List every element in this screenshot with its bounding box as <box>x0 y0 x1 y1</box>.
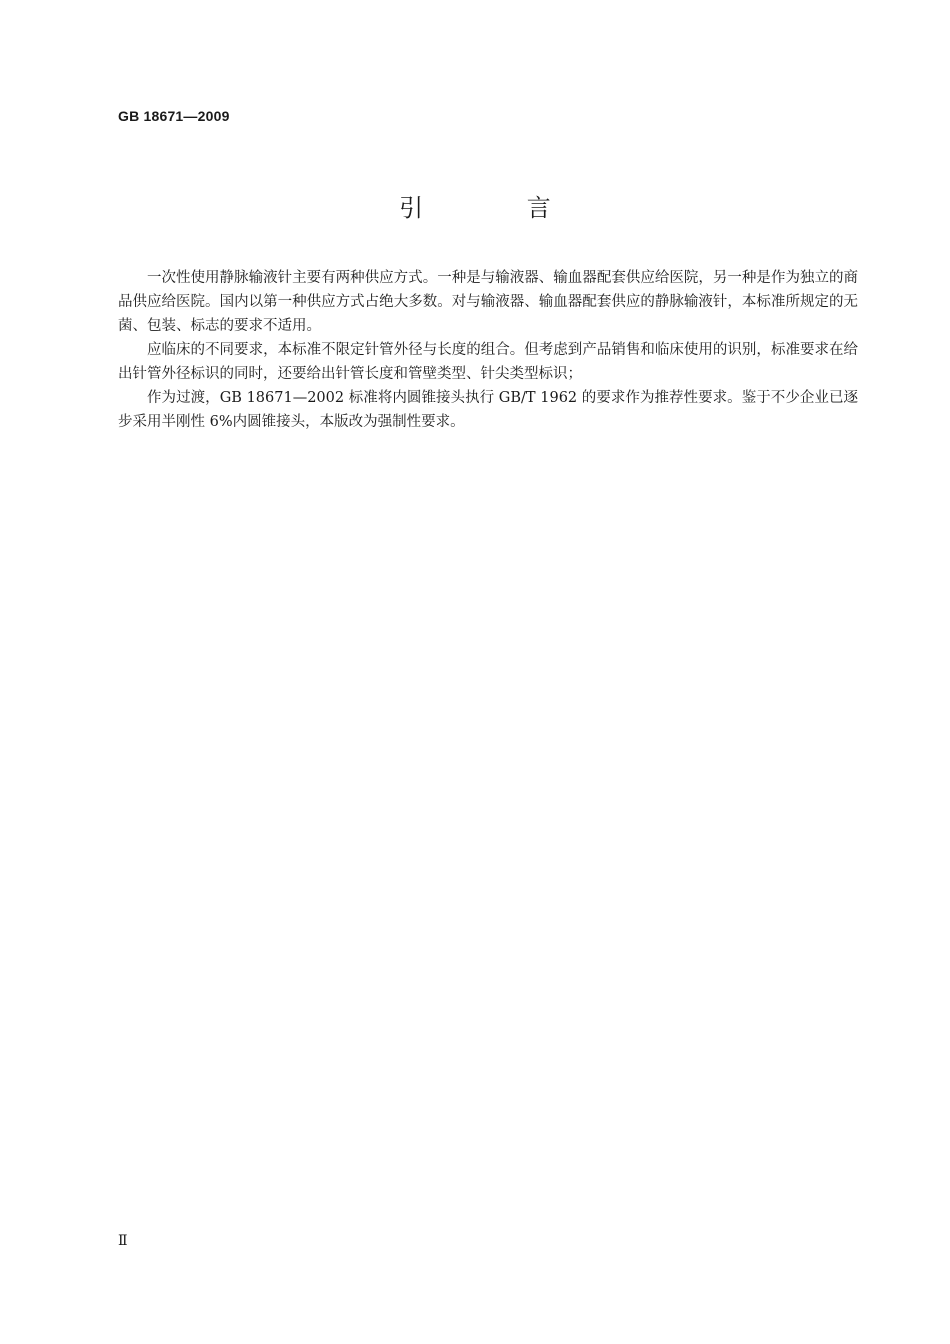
paragraph: 作为过渡，GB 18671—2002 标准将内圆锥接头执行 GB/T 1962 的要求作为推荐性要求。鉴于不少企业已逐步采用半刚性 6%内圆锥接头，本版改为强制性要求。 <box>118 390 858 430</box>
paragraph: 应临床的不同要求，本标准不限定针管外径与长度的组合。但考虑到产品销售和临床使用的识别，标准要求在给出针管外径标识的同时，还要给出针管长度和管壁类型、针尖类型标识； <box>118 342 858 382</box>
page-number: Ⅱ <box>118 1233 128 1249</box>
section-title: 引 言 <box>399 194 599 222</box>
document-code: GB 18671—2009 <box>118 108 230 124</box>
body-text <box>118 266 858 434</box>
paragraph: 一次性使用静脉输液针主要有两种供应方式。一种是与输液器、输血器配套供应给医院，另一种是作为独立的商品供应给医院。国内以第一种供应方式占绝大多数。对与输液器、输血器配套供应的静脉输液针，本标准所规定的无菌、包装、标志的要求不适用。 <box>118 270 858 334</box>
